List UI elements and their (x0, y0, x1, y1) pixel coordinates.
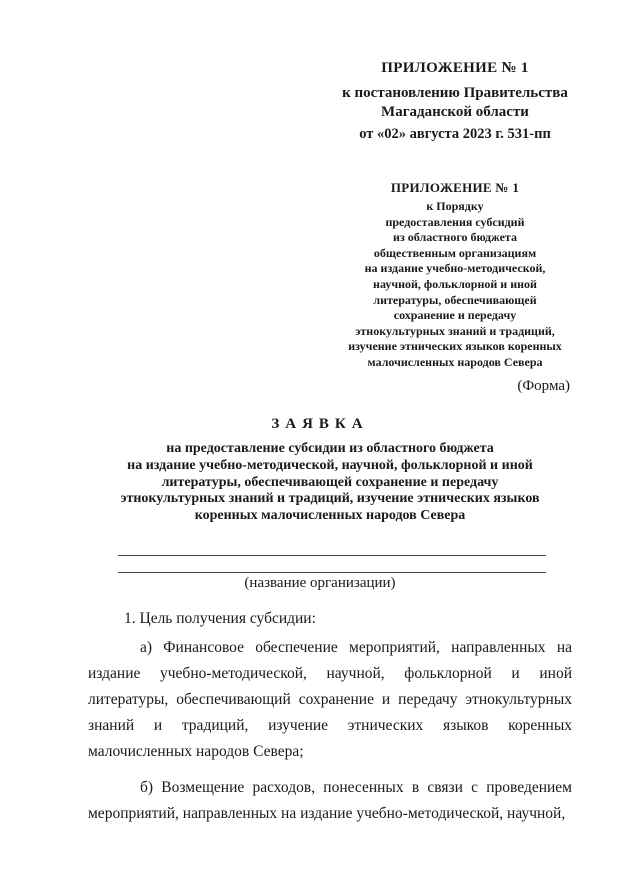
appendix-1-title: ПРИЛОЖЕНИЕ № 1 (381, 60, 529, 76)
form-label: (Форма) (517, 378, 570, 394)
goal-item-a: а) Финансовое обеспечение мероприятий, направленных на издание учебно-методической, научной, фольклорной и иной литературы, обеспечивающий сохранение и передачу этнокультурных знаний и традиций, изучение этнических языков коренных малочисленных народов Севера; (88, 639, 572, 760)
organization-name-line (118, 555, 546, 556)
appendix-1-date: от «02» августа 2023 г. 531-пп (359, 126, 551, 142)
application-subtitle: на предоставление субсидии из областного бюджета на издание учебно-методической, научной, фольклорной и иной литературы, обеспечивающей сохранение и передачу этнокультурных знаний и традиций, изучение этнических языков коренных малочисленных народов Севера (120, 441, 540, 524)
organization-name-line (118, 572, 546, 573)
organization-name-caption: (название организации) (244, 575, 396, 591)
appendix-1-reference: к постановлению Правительства Магаданской области (342, 85, 568, 120)
application-title: ЗАЯВКА (271, 416, 369, 432)
appendix-2-body: к Порядку предоставления субсидий из областного бюджета общественным организациям на издание учебно-методической, научной, фольклорной и иной литературы, обеспечивающей сохранение и передачу этнокультурных знаний и традиций, изучение этнических языков коренных малочисленных народов Севера (348, 199, 562, 369)
appendix-2-title: ПРИЛОЖЕНИЕ № 1 (390, 180, 520, 195)
goal-heading: 1. Цель получения субсидии: (124, 610, 316, 627)
goal-item-b: б) Возмещение расходов, понесенных в связи с проведением мероприятий, направленных на издание учебно-методической, научной, (88, 779, 572, 822)
